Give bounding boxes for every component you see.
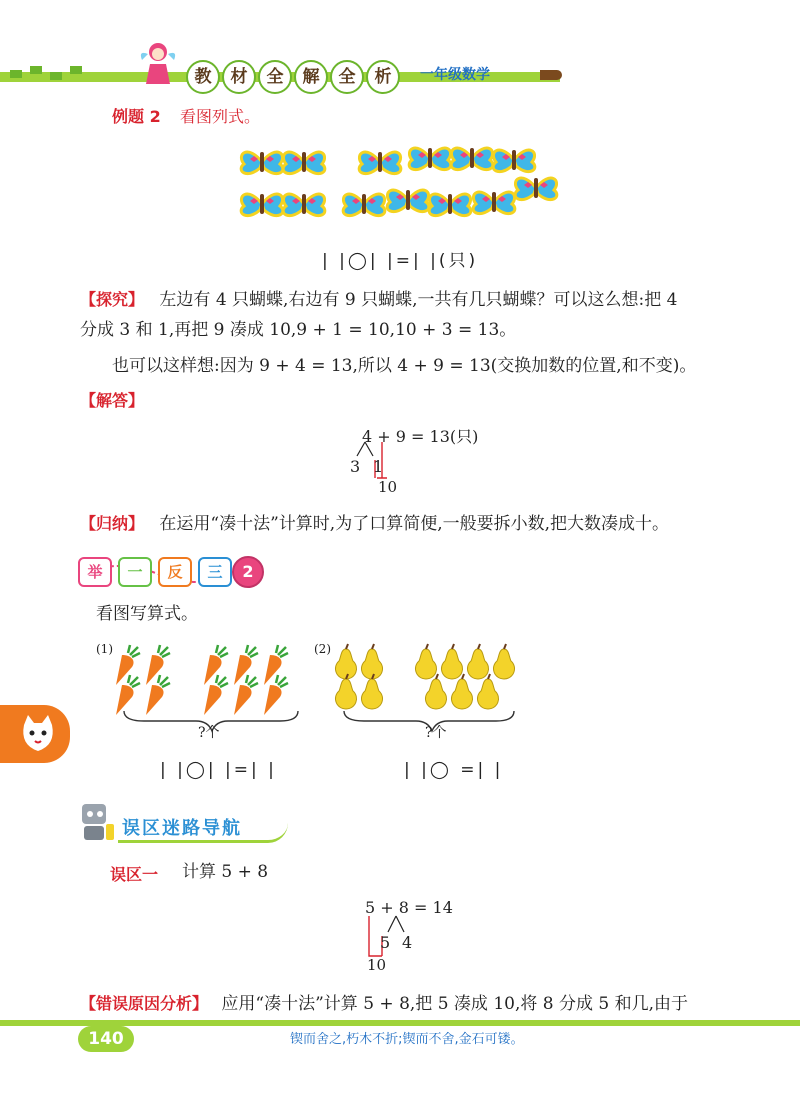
example-label: 例题 2	[112, 107, 161, 126]
solution-tag: 【解答】	[80, 391, 145, 410]
header-title-char: 析	[366, 60, 400, 94]
practice-title-char: 反	[158, 557, 192, 587]
mistake-reason-text: 应用“凑十法”计算 5 + 8,把 5 凑成 10,将 8 分成 5 和几,由于	[221, 994, 689, 1014]
practice-title-char: 三	[198, 557, 232, 587]
summary-tag: 【归纳】	[80, 514, 145, 533]
explore-paragraph	[80, 286, 740, 314]
butterfly	[515, 178, 557, 200]
header-deco	[50, 72, 62, 80]
mistake-split-b: 4	[402, 933, 413, 952]
pear	[361, 674, 382, 709]
butterfly	[387, 190, 429, 212]
butterfly	[429, 194, 471, 216]
carrot	[204, 675, 228, 715]
solution-ten: 10	[378, 478, 398, 496]
mistake-zone-label: 误区一	[110, 865, 159, 884]
header-title-char: 材	[222, 60, 256, 94]
butterfly	[283, 194, 325, 216]
q2-label: (2)	[314, 642, 331, 656]
summary-paragraph	[80, 510, 770, 538]
example-instruction: 看图列式。	[180, 107, 261, 126]
header-title-char: 全	[330, 60, 364, 94]
robot-icon	[74, 800, 118, 844]
butterfly	[473, 192, 515, 214]
butterfly	[283, 152, 325, 174]
butterfly	[451, 148, 493, 170]
explore-line3: 也可以这样想:因为 9 + 4 = 13,所以 4 + 9 = 13(交换加数的位置,和不变)。	[112, 356, 697, 376]
pear	[361, 644, 382, 679]
butterfly	[343, 194, 385, 216]
header-subtitle: 一年级数学	[420, 67, 490, 83]
carrot	[146, 675, 170, 715]
pear	[335, 674, 356, 709]
pear	[467, 644, 488, 679]
q2-blank: | |◯ =| |	[404, 760, 504, 780]
mistakes-banner: 误区迷路导航	[122, 818, 242, 839]
pear	[335, 644, 356, 679]
practice-number: 2	[232, 556, 264, 588]
side-tab	[0, 705, 70, 763]
q1-blank: | |◯| |=| |	[160, 760, 277, 780]
butterfly	[241, 194, 283, 216]
explore-tag: 【探究】	[80, 290, 145, 309]
q1-question: ?个	[198, 725, 220, 741]
q2-question: ?个	[425, 725, 447, 741]
mistake-zone-text: 计算 5 + 8	[182, 862, 269, 882]
practice-banner	[78, 554, 268, 588]
cat-icon	[20, 715, 56, 753]
header-deco	[10, 70, 22, 78]
pear	[493, 644, 514, 679]
fairy-icon	[138, 40, 178, 86]
practice-instruction: 看图写算式。	[96, 604, 198, 624]
mistake-split-a: 5	[380, 933, 391, 952]
mistake-equation: 5 + 8 = 14	[365, 898, 453, 917]
carrot	[264, 675, 288, 715]
butterfly	[241, 152, 283, 174]
header-title-char: 解	[294, 60, 328, 94]
solution-split-a: 3	[350, 457, 361, 476]
butterfly	[359, 152, 401, 174]
mistake-ten: 10	[367, 956, 387, 974]
example-answer-line: | |◯| |=| |(只)	[322, 251, 479, 271]
practice-title-char: 举	[78, 557, 112, 587]
carrot	[116, 675, 140, 715]
header-deco	[30, 66, 42, 74]
practice-title-char: 一	[118, 557, 152, 587]
footer-motto: 锲而舍之,朽木不折;锲而不舍,金石可镂。	[290, 1032, 524, 1047]
pencil-icon	[540, 70, 562, 80]
explore-line2: 分成 3 和 1,再把 9 凑成 10,9 + 1 = 10,10 + 3 = 13。	[80, 320, 517, 340]
butterfly	[409, 148, 451, 170]
mistake-reason	[80, 990, 780, 1018]
page-number: 140	[78, 1026, 134, 1052]
header-title-char: 教	[186, 60, 220, 94]
q1-label: (1)	[96, 642, 113, 656]
solution-equation: 4 + 9 = 13(只)	[362, 427, 479, 446]
pear	[415, 644, 436, 679]
carrot	[234, 675, 258, 715]
mistake-reason-tag: 【错误原因分析】	[80, 994, 209, 1013]
summary-text: 在运用“凑十法”计算时,为了口算简便,一般要拆小数,把大数凑成十。	[159, 514, 670, 534]
pear	[441, 644, 462, 679]
header-title-char: 全	[258, 60, 292, 94]
explore-line1: 左边有 4 只蝴蝶,右边有 9 只蝴蝶,一共有几只蝴蝶？可以这么想:把 4	[159, 290, 678, 310]
header-deco	[70, 66, 82, 74]
butterfly	[493, 150, 535, 172]
butterfly-picture	[232, 138, 562, 230]
solution-split-b: 1	[373, 457, 384, 476]
